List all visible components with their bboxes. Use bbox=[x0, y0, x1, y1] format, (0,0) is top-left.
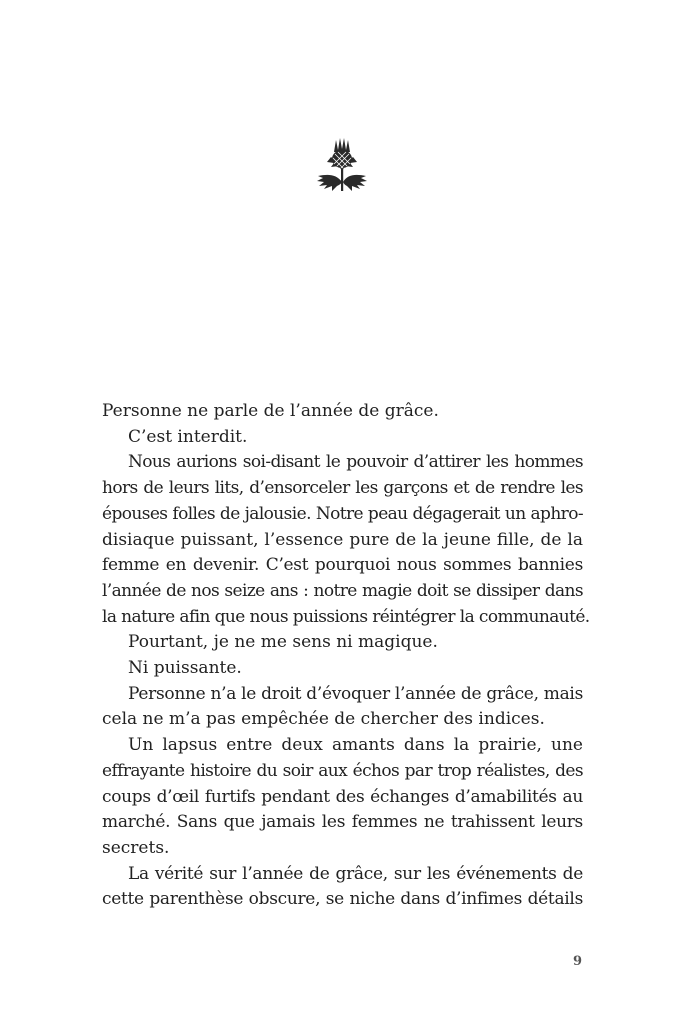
text-line: C’est interdit. bbox=[128, 426, 248, 447]
text-line: secrets. bbox=[102, 837, 170, 858]
text-line: l’année de nos seize ans : notre magie doit se dissiper dans bbox=[102, 580, 583, 601]
text-line: cela ne m’a pas empêchée de chercher des indices. bbox=[102, 709, 545, 730]
text-line: marché. Sans que jamais les femmes ne trahissent leurs bbox=[102, 812, 583, 833]
text-line: cette parenthèse obscure, se niche dans d’infimes détails bbox=[102, 889, 583, 910]
text-line: Pourtant, je ne me sens ni magique. bbox=[128, 632, 438, 653]
text-line: hors de leurs lits, d’ensorceler les garçons et de rendre les bbox=[102, 478, 583, 499]
thistle-icon bbox=[310, 136, 374, 196]
text-line: Un lapsus entre deux amants dans la prairie, une bbox=[128, 735, 583, 756]
text-line: Nous aurions soi-disant le pouvoir d’attirer les hommes bbox=[128, 452, 583, 473]
text-line: femme en devenir. C’est pourquoi nous sommes bannies bbox=[102, 555, 583, 576]
text-line: La vérité sur l’année de grâce, sur les événements de bbox=[128, 863, 583, 884]
text-line: Personne ne parle de l’année de grâce. bbox=[102, 401, 439, 421]
text-line: coups d’œil furtifs pendant des échanges d’amabilités au bbox=[102, 786, 583, 807]
page-number: 9 bbox=[572, 954, 582, 969]
text-line: Ni puissante. bbox=[128, 658, 242, 679]
body-text bbox=[102, 399, 590, 913]
text-line: Personne n’a le droit d’évoquer l’année de grâce, mais bbox=[128, 683, 583, 704]
text-line: la nature afin que nous puissions réintégrer la communauté. bbox=[102, 606, 590, 627]
thistle-ornament-svg bbox=[310, 136, 374, 196]
text-line: épouses folles de jalousie. Notre peau dégagerait un aphro- bbox=[102, 503, 583, 524]
text-line: disiaque puissant, l’essence pure de la jeune fille, de la bbox=[102, 529, 583, 550]
text-line: effrayante histoire du soir aux échos par trop réalistes, des bbox=[102, 760, 583, 781]
